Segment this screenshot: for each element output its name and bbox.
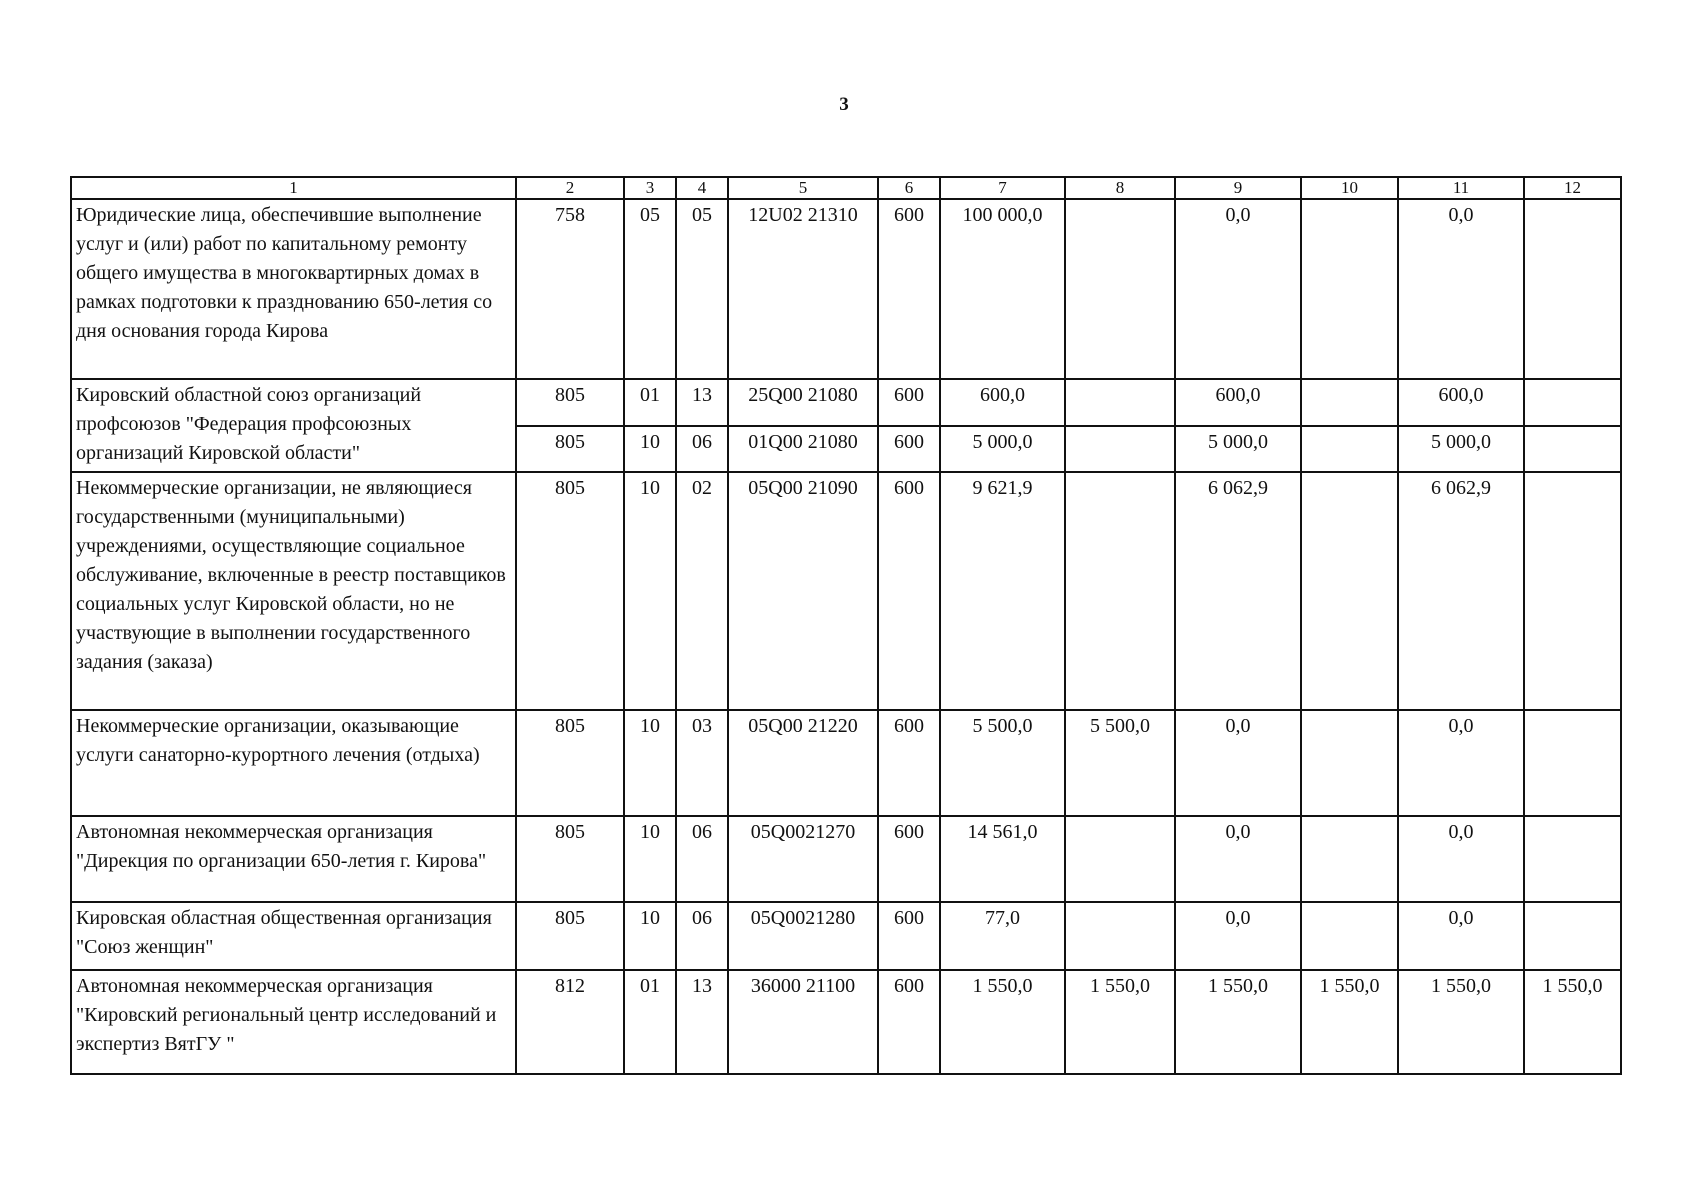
cell-amount-11: 6 062,9 (1398, 472, 1524, 710)
cell-ministry-code: 805 (516, 379, 624, 426)
cell-subsection: 06 (676, 902, 728, 970)
cell-amount-9: 6 062,9 (1175, 472, 1301, 710)
cell-section: 01 (624, 379, 676, 426)
cell-expense-type: 600 (878, 472, 940, 710)
cell-amount-8 (1065, 379, 1175, 426)
cell-amount-12 (1524, 816, 1621, 902)
cell-ministry-code: 805 (516, 816, 624, 902)
column-header: 4 (676, 177, 728, 199)
column-header: 6 (878, 177, 940, 199)
cell-amount-9: 0,0 (1175, 902, 1301, 970)
table-row (71, 710, 1621, 816)
cell-amount-7: 9 621,9 (940, 472, 1065, 710)
cell-target-article: 01Q00 21080 (728, 426, 878, 473)
recipient-name: Автономная некоммерческая организация "Кировский региональный центр исследований и экспертиз ВятГУ " (71, 970, 516, 1074)
table-row (71, 816, 1621, 902)
recipient-name: Автономная некоммерческая организация "Дирекция по организации 650-летия г. Кирова" (71, 816, 516, 902)
table-row (71, 472, 1621, 710)
table-row (71, 902, 1621, 970)
column-header: 1 (71, 177, 516, 199)
cell-expense-type: 600 (878, 816, 940, 902)
cell-amount-10 (1301, 379, 1398, 426)
recipient-name: Кировская областная общественная организация "Союз женщин" (71, 902, 516, 970)
cell-expense-type: 600 (878, 379, 940, 426)
cell-amount-12 (1524, 710, 1621, 816)
cell-expense-type: 600 (878, 902, 940, 970)
cell-amount-8 (1065, 426, 1175, 473)
cell-amount-7: 1 550,0 (940, 970, 1065, 1074)
column-number-row (71, 177, 1621, 199)
cell-expense-type: 600 (878, 970, 940, 1074)
cell-amount-8: 1 550,0 (1065, 970, 1175, 1074)
cell-amount-8 (1065, 902, 1175, 970)
cell-subsection: 06 (676, 816, 728, 902)
budget-table (70, 176, 1622, 1075)
cell-subsection: 13 (676, 379, 728, 426)
cell-amount-8: 5 500,0 (1065, 710, 1175, 816)
cell-amount-11: 0,0 (1398, 199, 1524, 379)
cell-section: 10 (624, 710, 676, 816)
cell-amount-7: 14 561,0 (940, 816, 1065, 902)
recipient-name: Некоммерческие организации, не являющиеся государственными (муниципальными) учреждениями, осуществляющие социальное обслуживание, включенные в реестр поставщиков социальных услуг Кировской области, но не участвующие в выполнении государственного задания (заказа) (71, 472, 516, 710)
cell-target-article: 12U02 21310 (728, 199, 878, 379)
column-header: 7 (940, 177, 1065, 199)
column-header: 5 (728, 177, 878, 199)
cell-amount-9: 0,0 (1175, 710, 1301, 816)
cell-section: 10 (624, 902, 676, 970)
column-header: 3 (624, 177, 676, 199)
cell-ministry-code: 805 (516, 710, 624, 816)
column-header: 10 (1301, 177, 1398, 199)
column-header: 11 (1398, 177, 1524, 199)
cell-amount-9: 0,0 (1175, 816, 1301, 902)
cell-amount-7: 5 500,0 (940, 710, 1065, 816)
cell-target-article: 36000 21100 (728, 970, 878, 1074)
cell-amount-10: 1 550,0 (1301, 970, 1398, 1074)
cell-amount-8 (1065, 816, 1175, 902)
recipient-name: Некоммерческие организации, оказывающие услуги санаторно-курортного лечения (отдыха) (71, 710, 516, 816)
cell-amount-11: 0,0 (1398, 902, 1524, 970)
cell-amount-11: 5 000,0 (1398, 426, 1524, 473)
cell-target-article: 05Q0021270 (728, 816, 878, 902)
recipient-name: Юридические лица, обеспечившие выполнение услуг и (или) работ по капитальному ремонту общего имущества в многоквартирных домах в рамках подготовки к празднованию 650-летия со дня основания города Кирова (71, 199, 516, 379)
cell-target-article: 05Q00 21090 (728, 472, 878, 710)
cell-amount-12 (1524, 379, 1621, 426)
cell-amount-12: 1 550,0 (1524, 970, 1621, 1074)
cell-section: 10 (624, 816, 676, 902)
recipient-name: Кировский областной союз организаций профсоюзов "Федерация профсоюзных организаций Кировской области" (71, 379, 516, 472)
cell-section: 10 (624, 426, 676, 473)
cell-ministry-code: 812 (516, 970, 624, 1074)
cell-subsection: 05 (676, 199, 728, 379)
cell-amount-12 (1524, 199, 1621, 379)
cell-amount-10 (1301, 816, 1398, 902)
cell-amount-8 (1065, 472, 1175, 710)
cell-amount-7: 5 000,0 (940, 426, 1065, 473)
cell-amount-10 (1301, 710, 1398, 816)
cell-amount-9: 5 000,0 (1175, 426, 1301, 473)
table-row (71, 970, 1621, 1074)
cell-section: 01 (624, 970, 676, 1074)
cell-amount-11: 600,0 (1398, 379, 1524, 426)
cell-subsection: 03 (676, 710, 728, 816)
cell-amount-9: 0,0 (1175, 199, 1301, 379)
cell-section: 05 (624, 199, 676, 379)
column-header: 2 (516, 177, 624, 199)
table-row (71, 379, 1621, 426)
cell-section: 10 (624, 472, 676, 710)
cell-subsection: 13 (676, 970, 728, 1074)
cell-expense-type: 600 (878, 199, 940, 379)
cell-amount-9: 600,0 (1175, 379, 1301, 426)
column-header: 9 (1175, 177, 1301, 199)
cell-subsection: 02 (676, 472, 728, 710)
cell-ministry-code: 805 (516, 426, 624, 473)
cell-target-article: 05Q0021280 (728, 902, 878, 970)
cell-ministry-code: 805 (516, 902, 624, 970)
cell-amount-10 (1301, 472, 1398, 710)
page-number: 3 (839, 94, 849, 115)
cell-amount-11: 1 550,0 (1398, 970, 1524, 1074)
cell-amount-12 (1524, 426, 1621, 473)
cell-ministry-code: 805 (516, 472, 624, 710)
cell-ministry-code: 758 (516, 199, 624, 379)
cell-amount-7: 77,0 (940, 902, 1065, 970)
cell-amount-12 (1524, 472, 1621, 710)
cell-amount-10 (1301, 902, 1398, 970)
cell-amount-10 (1301, 426, 1398, 473)
cell-target-article: 05Q00 21220 (728, 710, 878, 816)
column-header: 8 (1065, 177, 1175, 199)
cell-amount-11: 0,0 (1398, 816, 1524, 902)
cell-subsection: 06 (676, 426, 728, 473)
cell-amount-8 (1065, 199, 1175, 379)
column-header: 12 (1524, 177, 1621, 199)
cell-expense-type: 600 (878, 426, 940, 473)
cell-amount-10 (1301, 199, 1398, 379)
cell-amount-7: 100 000,0 (940, 199, 1065, 379)
cell-amount-12 (1524, 902, 1621, 970)
cell-amount-11: 0,0 (1398, 710, 1524, 816)
table-row (71, 199, 1621, 379)
cell-expense-type: 600 (878, 710, 940, 816)
cell-amount-7: 600,0 (940, 379, 1065, 426)
cell-target-article: 25Q00 21080 (728, 379, 878, 426)
cell-amount-9: 1 550,0 (1175, 970, 1301, 1074)
